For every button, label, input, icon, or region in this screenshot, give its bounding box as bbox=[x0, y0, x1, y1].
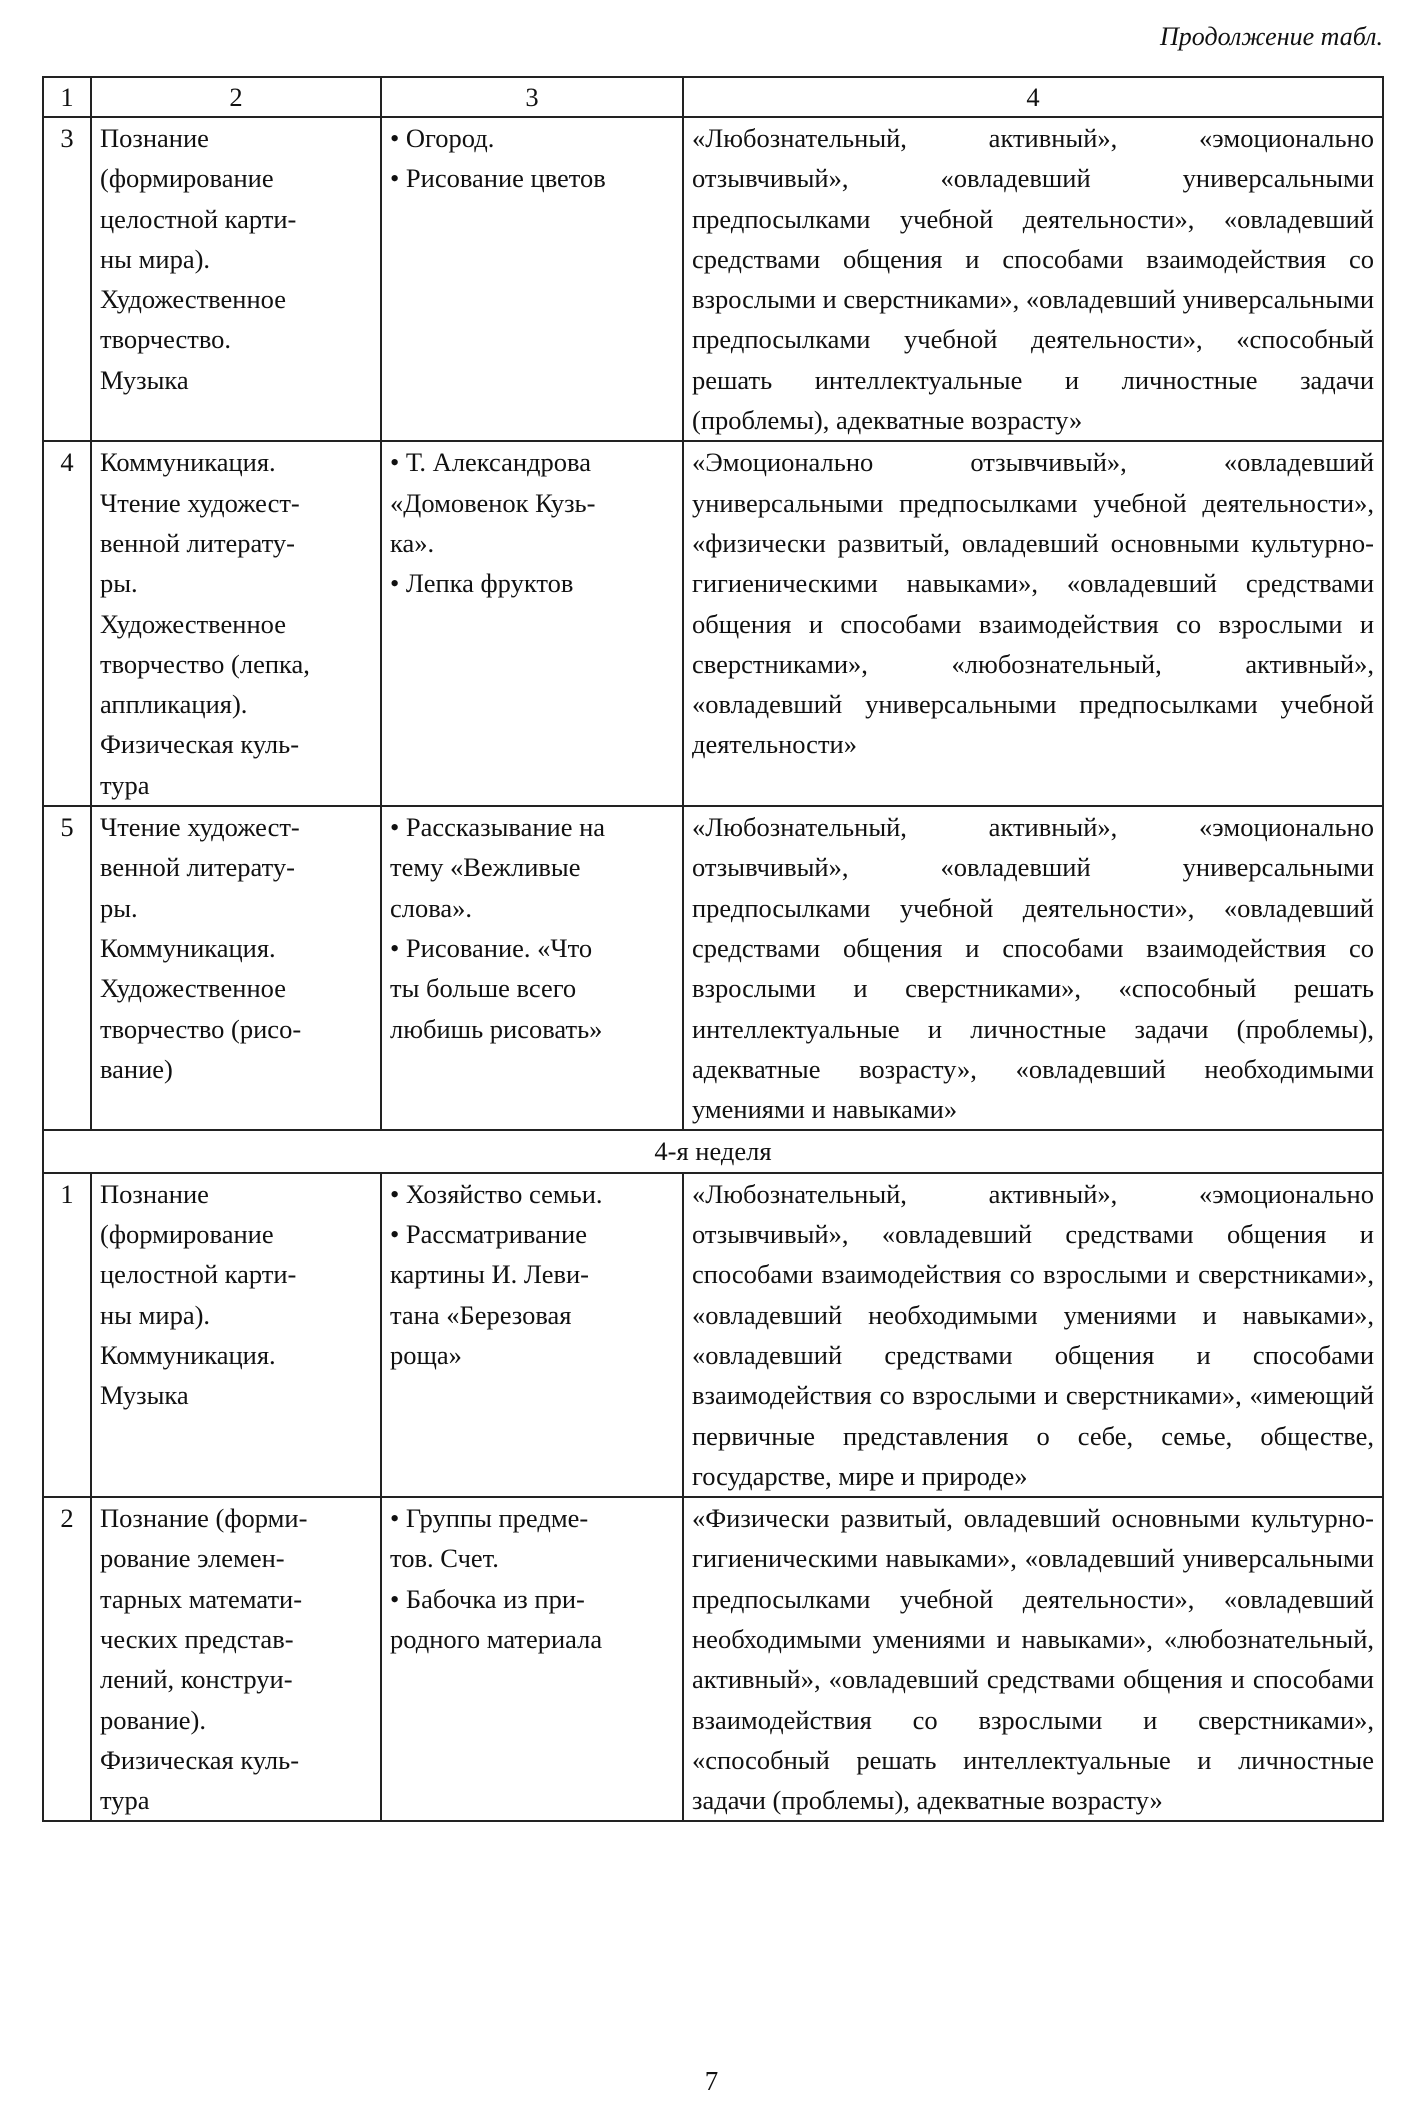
subject-line: аппликация). bbox=[100, 689, 248, 720]
subject-line: Физическая куль- bbox=[100, 1744, 300, 1775]
table-continuation-caption: Продолжение табл. bbox=[1160, 22, 1383, 51]
column-header-row bbox=[43, 77, 1383, 117]
lesson-plan-table bbox=[42, 76, 1384, 1822]
activity-line: • Рисование цветов bbox=[390, 163, 606, 194]
activity-line: картины И. Леви- bbox=[390, 1259, 589, 1290]
table-row bbox=[43, 1497, 1383, 1821]
activity-line: ка». bbox=[390, 527, 435, 558]
column-header-3: 3 bbox=[381, 77, 683, 117]
subject-line: венной литерату- bbox=[100, 852, 295, 883]
subject-line: ры. bbox=[100, 568, 138, 599]
activity-line: родного материала bbox=[390, 1623, 603, 1654]
subject-line: Музыка bbox=[100, 1380, 189, 1411]
subject-line: ны мира). bbox=[100, 1299, 211, 1330]
outcomes-cell: «Эмоционально отзывчивый», «овладевший универсальными предпосылками учебной деятельности», «физически развитый, овладевший основными культурно-гигиеническими навыками», «овладевший средствами общения и способами взаимодействия со взрослыми и сверстниками», «любознательный, активный», «овладевший универсальными предпосылками учебной деятельности» bbox=[683, 441, 1383, 806]
subject-areas-cell bbox=[91, 1497, 381, 1821]
row-number: 1 bbox=[43, 1173, 91, 1497]
subject-areas-cell bbox=[91, 806, 381, 1130]
outcomes-cell: «Физически развитый, овладевший основными культурно-гигиеническими навыками», «овладевший универсальными предпосылками учебной деятельности», «овладевший необходимыми умениями и навыками», «любознательный, активный», «овладевший средствами общения и способами взаимодействия со взрослыми и сверстниками», «способный решать интеллектуальные и личностные задачи (проблемы), адекватные возрасту» bbox=[683, 1497, 1383, 1821]
outcomes-cell: «Любознательный, активный», «эмоционально отзывчивый», «овладевший средствами общения и способами взаимодействия со взрослыми и сверстниками», «овладевший необходимыми умениями и навыками», «овладевший средствами общения и способами взаимодействия со взрослыми и сверстниками», «имеющий первичные представления о себе, семье, обществе, государстве, мире и природе» bbox=[683, 1173, 1383, 1497]
row-number: 3 bbox=[43, 117, 91, 441]
subject-line: ры. bbox=[100, 892, 138, 923]
activity-line: ты больше всего bbox=[390, 973, 577, 1004]
outcomes-cell: «Любознательный, активный», «эмоционально отзывчивый», «овладевший универсальными предпосылками учебной деятельности», «овладевший средствами общения и способами взаимодействия со взрослыми и сверстниками», «овладевший универсальными предпосылками учебной деятельности», «способный решать интеллектуальные и личностные задачи (проблемы), адекватные возрасту» bbox=[683, 117, 1383, 441]
table-row bbox=[43, 117, 1383, 441]
subject-line: лений, конструи- bbox=[100, 1664, 293, 1695]
row-number: 5 bbox=[43, 806, 91, 1130]
subject-line: Художественное bbox=[100, 973, 287, 1004]
subject-line: Коммуникация. bbox=[100, 1339, 276, 1370]
column-header-4: 4 bbox=[683, 77, 1383, 117]
column-header-2: 2 bbox=[91, 77, 381, 117]
subject-line: ческих представ- bbox=[100, 1623, 294, 1654]
subject-line: (формирование bbox=[100, 1219, 274, 1250]
activity-line: • Рисование. «Что bbox=[390, 932, 593, 963]
subject-line: творчество (рисо- bbox=[100, 1013, 302, 1044]
subject-line: тура bbox=[100, 1785, 150, 1816]
subject-line: Художественное bbox=[100, 608, 287, 639]
activity-line: «Домовенок Кузь- bbox=[390, 487, 596, 518]
subject-line: целостной карти- bbox=[100, 1259, 297, 1290]
subject-line: рование). bbox=[100, 1704, 206, 1735]
subject-line: Познание bbox=[100, 123, 209, 153]
subject-line: венной литерату- bbox=[100, 527, 295, 558]
subject-line: творчество. bbox=[100, 324, 232, 355]
activity-line: • Хозяйство семьи. bbox=[390, 1178, 603, 1209]
subject-line: Познание (форми- bbox=[100, 1503, 308, 1534]
activities-cell bbox=[381, 806, 683, 1130]
table-row bbox=[43, 441, 1383, 806]
week-heading-row bbox=[43, 1130, 1383, 1172]
activity-line: • Огород. bbox=[390, 123, 495, 153]
activity-line: • Рассматривание bbox=[390, 1219, 587, 1250]
activity-line: • Группы предме- bbox=[390, 1503, 589, 1534]
activity-line: слова». bbox=[390, 892, 473, 923]
activity-line: любишь рисовать» bbox=[390, 1013, 603, 1044]
activity-line: • Т. Александрова bbox=[390, 447, 591, 478]
activities-cell bbox=[381, 1173, 683, 1497]
activities-cell bbox=[381, 117, 683, 441]
subject-line: рование элемен- bbox=[100, 1543, 285, 1574]
subject-line: Познание bbox=[100, 1178, 209, 1209]
subject-line: Чтение художест- bbox=[100, 487, 300, 518]
activity-line: тана «Березовая bbox=[390, 1299, 572, 1330]
activities-cell bbox=[381, 441, 683, 806]
outcomes-cell: «Любознательный, активный», «эмоционально отзывчивый», «овладевший универсальными предпосылками учебной деятельности», «овладевший средствами общения и способами взаимодействия со взрослыми и сверстниками», «способный решать интеллектуальные и личностные задачи (проблемы), адекватные возрасту», «овладевший необходимыми умениями и навыками» bbox=[683, 806, 1383, 1130]
activity-line: тему «Вежливые bbox=[390, 852, 581, 883]
subject-areas-cell bbox=[91, 117, 381, 441]
table-row bbox=[43, 806, 1383, 1130]
activities-cell bbox=[381, 1497, 683, 1821]
row-number: 2 bbox=[43, 1497, 91, 1821]
activity-line: тов. Счет. bbox=[390, 1543, 499, 1574]
subject-line: вание) bbox=[100, 1053, 173, 1084]
subject-line: (формирование bbox=[100, 163, 274, 194]
subject-line: Художественное bbox=[100, 284, 287, 315]
row-number: 4 bbox=[43, 441, 91, 806]
table-row bbox=[43, 1173, 1383, 1497]
week-heading: 4-я неделя bbox=[43, 1130, 1383, 1172]
subject-line: тура bbox=[100, 769, 150, 800]
subject-line: творчество (лепка, bbox=[100, 648, 310, 679]
subject-line: Музыка bbox=[100, 364, 189, 395]
subject-line: Коммуникация. bbox=[100, 932, 276, 963]
page-number: 7 bbox=[704, 2066, 719, 2096]
subject-line: Коммуникация. bbox=[100, 447, 276, 478]
subject-line: Физическая куль- bbox=[100, 729, 300, 760]
subject-line: целостной карти- bbox=[100, 203, 297, 234]
activity-line: • Бабочка из при- bbox=[390, 1583, 585, 1614]
subject-areas-cell bbox=[91, 441, 381, 806]
column-header-1: 1 bbox=[43, 77, 91, 117]
activity-line: • Лепка фруктов bbox=[390, 568, 574, 599]
activity-line: роща» bbox=[390, 1339, 462, 1370]
subject-line: Чтение художест- bbox=[100, 812, 300, 843]
activity-line: • Рассказывание на bbox=[390, 812, 606, 843]
subject-areas-cell bbox=[91, 1173, 381, 1497]
subject-line: тарных математи- bbox=[100, 1583, 303, 1614]
subject-line: ны мира). bbox=[100, 243, 211, 274]
